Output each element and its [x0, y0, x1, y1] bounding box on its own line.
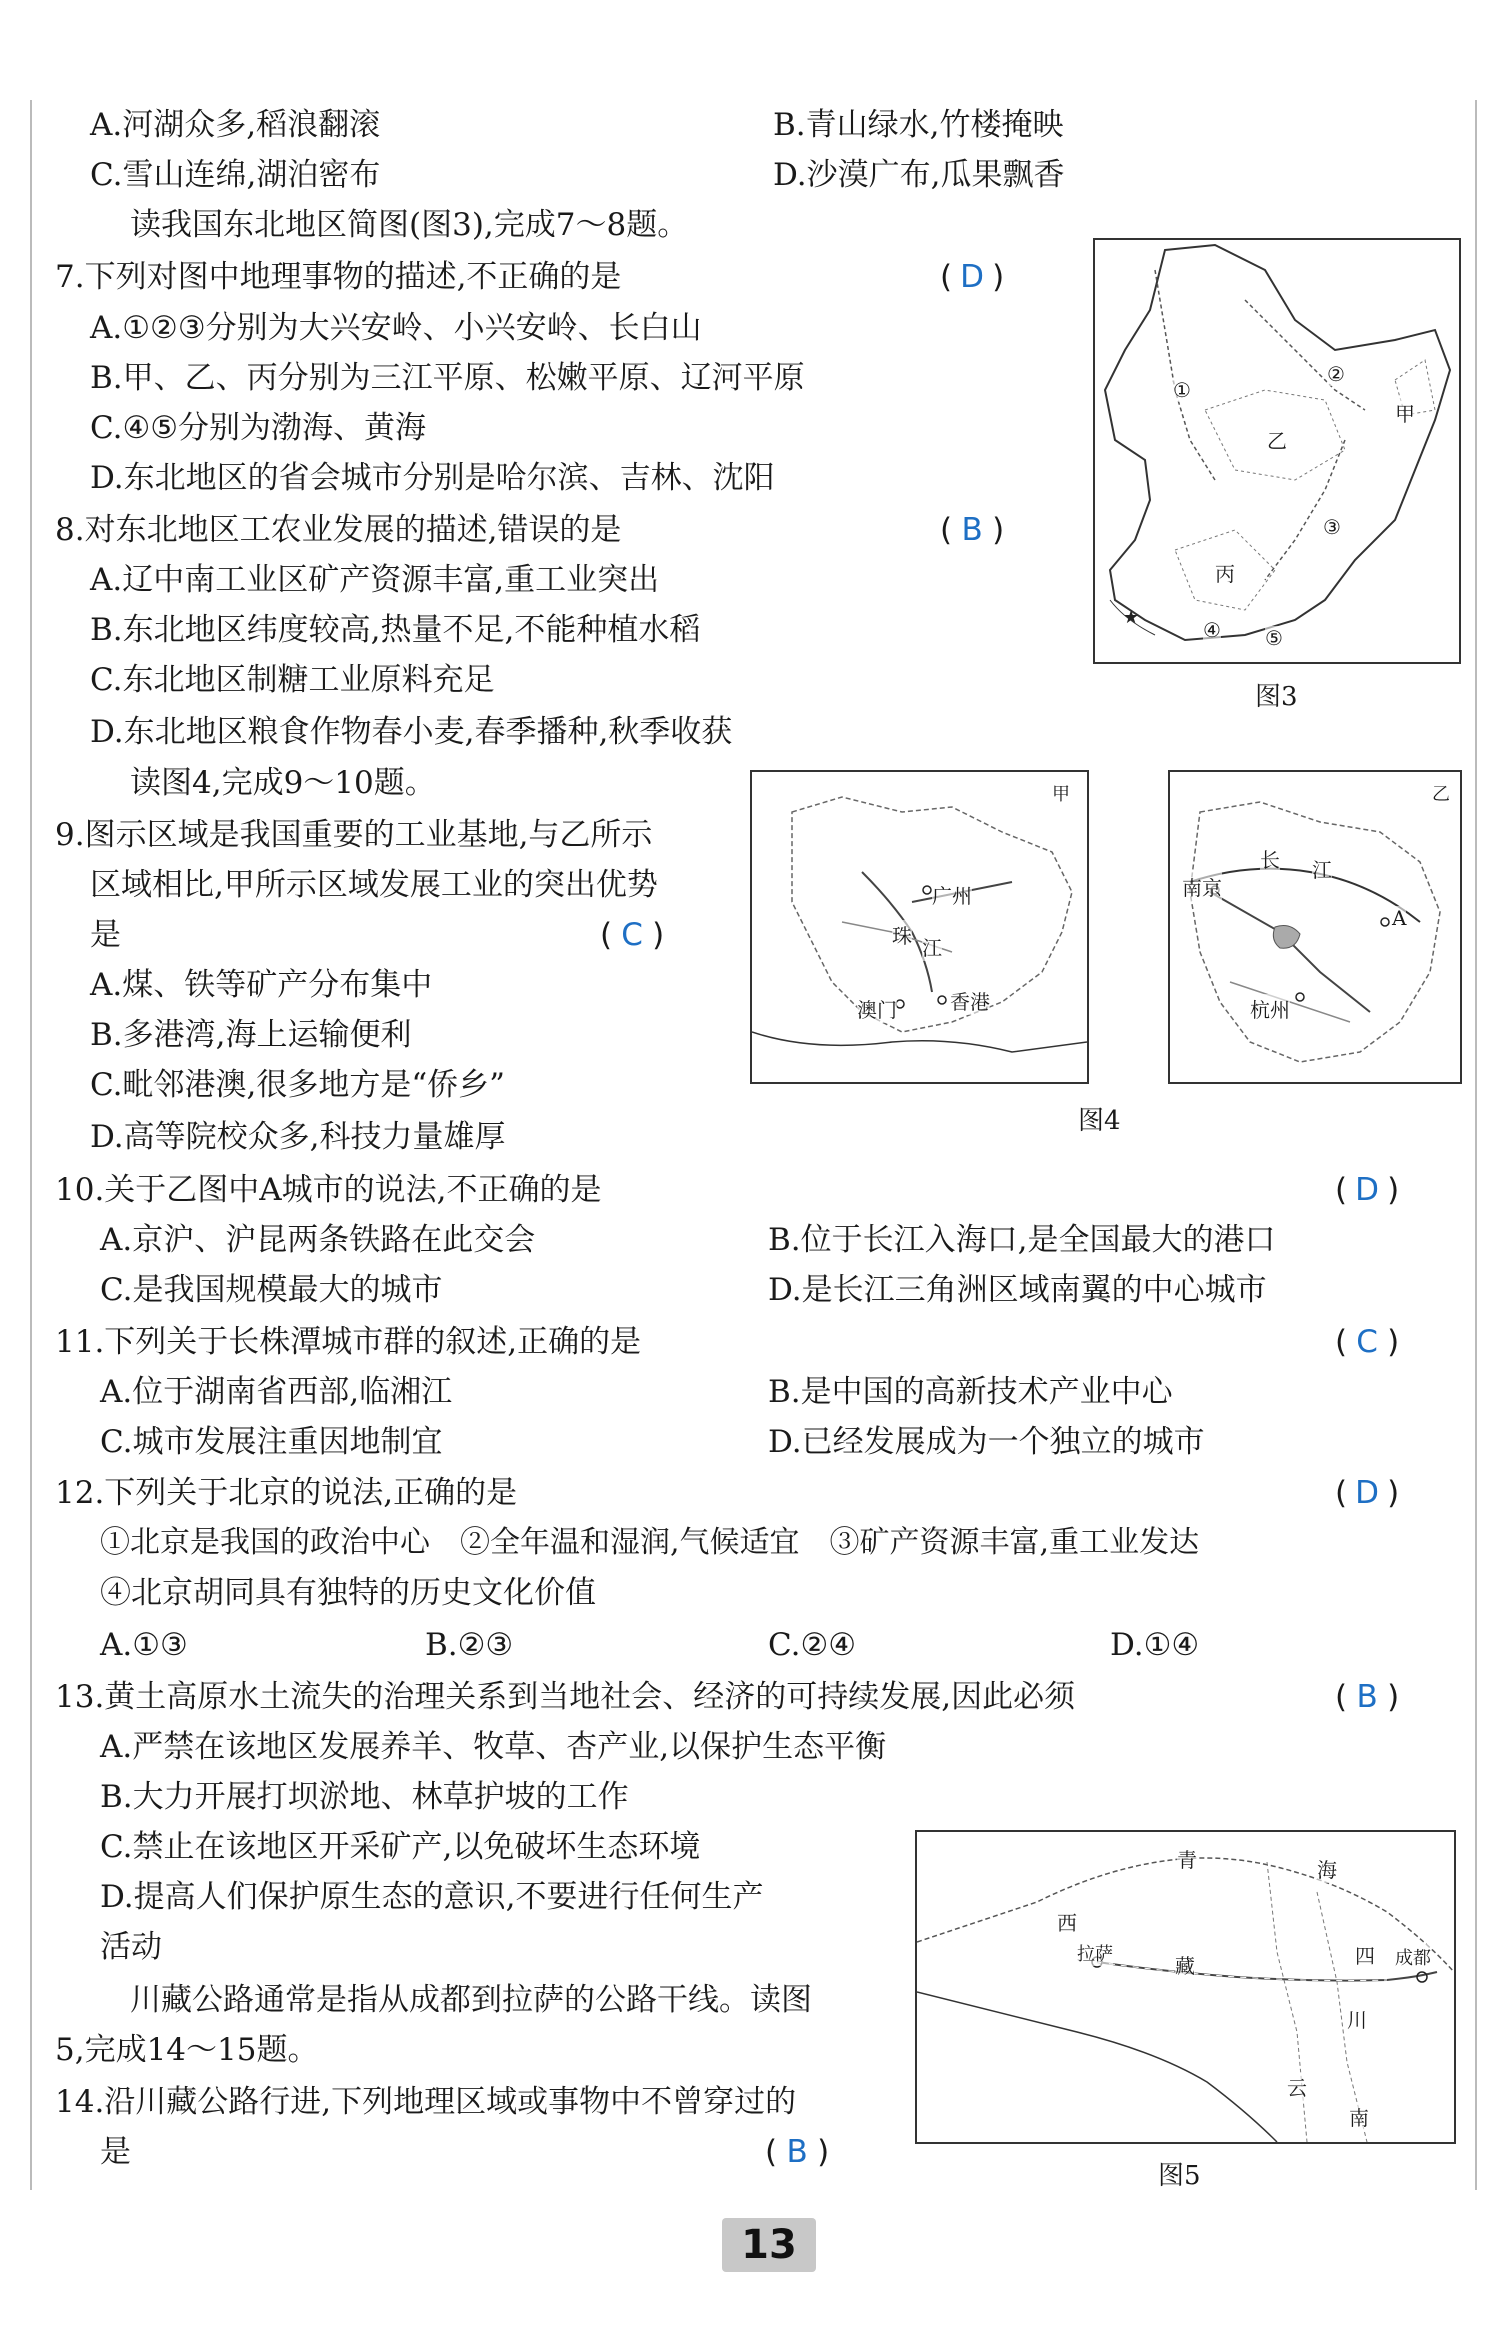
fig3-capital-star: ★	[1123, 607, 1140, 628]
q7-option-b: B.甲、乙、丙分别为三江平原、松嫩平原、辽河平原	[90, 360, 805, 396]
q12-option-c: C.②④	[768, 1627, 857, 1663]
q7-option-d: D.东北地区的省会城市分别是哈尔滨、吉林、沈阳	[90, 460, 775, 496]
intro-14-15-line2: 5,完成14～15题。	[55, 2032, 319, 2068]
q11-answer-bracket: ( C )	[1335, 1324, 1400, 1360]
q12-stem: 12.下列关于北京的说法,正确的是	[55, 1475, 518, 1511]
fig5-map-outline	[917, 1832, 1454, 2142]
fig4-yi-label-jiang: 江	[1312, 854, 1332, 883]
fig5-label-si: 四	[1355, 1940, 1375, 1969]
fig3-label-jia: 甲	[1395, 398, 1415, 427]
fig4-yi-label-a: A	[1392, 906, 1407, 930]
fig5-label-xi: 西	[1057, 1907, 1077, 1936]
q9-stem-line1: 9.图示区域是我国重要的工业基地,与乙所示	[55, 817, 653, 853]
fig4-yi-label-nanjing: 南京	[1182, 872, 1222, 901]
q14-answer-bracket: ( B )	[765, 2134, 830, 2170]
fig3-label-1: ①	[1173, 378, 1191, 402]
q12-option-a: A.①③	[100, 1627, 188, 1663]
q8-option-c: C.东北地区制糖工业原料充足	[90, 662, 495, 698]
fig4-jia-label-hongkong: 香港	[950, 986, 990, 1015]
q13-answer-bracket: ( B )	[1335, 1679, 1400, 1715]
q11-option-d: D.已经发展成为一个独立的城市	[768, 1424, 1205, 1460]
fig4-jia-outline	[752, 772, 1087, 1082]
fig4-yi-label-chang: 长	[1260, 844, 1280, 873]
fig4-jia-corner: 甲	[1052, 780, 1070, 806]
fig5-label-zang: 藏	[1175, 1950, 1195, 1979]
fig5-label-chuan: 川	[1347, 2004, 1367, 2033]
q6-option-c: C.雪山连绵,湖泊密布	[90, 157, 381, 193]
q11-option-b: B.是中国的高新技术产业中心	[768, 1374, 1173, 1410]
q10-option-a: A.京沪、沪昆两条铁路在此交会	[100, 1222, 536, 1258]
q7-option-a: A.①②③分别为大兴安岭、小兴安岭、长白山	[90, 310, 702, 346]
q7-answer-bracket: ( D )	[940, 259, 1005, 295]
q9-answer-bracket: ( C )	[600, 917, 665, 953]
q13-stem: 13.黄土高原水土流失的治理关系到当地社会、经济的可持续发展,因此必须	[55, 1679, 1076, 1715]
q13-option-d-line1: D.提高人们保护原生态的意识,不要进行任何生产	[100, 1879, 764, 1915]
q11-option-c: C.城市发展注重因地制宜	[100, 1424, 443, 1460]
q8-option-b: B.东北地区纬度较高,热量不足,不能种植水稻	[90, 612, 701, 648]
q8-stem: 8.对东北地区工农业发展的描述,错误的是	[55, 512, 622, 548]
q9-stem-line3: 是	[90, 917, 121, 953]
fig3-label-4: ④	[1203, 618, 1221, 642]
fig4-jia-label-jiang: 江	[922, 932, 942, 961]
q10-answer: D	[1355, 1172, 1380, 1208]
q7-option-c: C.④⑤分别为渤海、黄海	[90, 410, 427, 446]
fig5-label-hai: 海	[1317, 1854, 1337, 1883]
fig4-yi-map	[1168, 770, 1462, 1084]
left-margin-rule	[30, 100, 32, 2190]
q13-option-b: B.大力开展打坝淤地、林草护坡的工作	[100, 1779, 629, 1815]
q8-answer-bracket: ( B )	[940, 512, 1005, 548]
q13-option-a: A.严禁在该地区发展养羊、牧草、杏产业,以保护生态平衡	[100, 1729, 887, 1765]
intro-7-8: 读我国东北地区简图(图3),完成7～8题。	[130, 207, 689, 243]
q6-option-a: A.河湖众多,稻浪翻滚	[90, 107, 381, 143]
q12-answer-bracket: ( D )	[1335, 1475, 1400, 1511]
fig4-jia-label-macau: 澳门	[857, 994, 897, 1023]
q6-option-d: D.沙漠广布,瓜果飘香	[773, 157, 1065, 193]
fig5-label-chengdu: 成都	[1395, 1944, 1431, 1970]
right-margin-rule	[1475, 100, 1477, 2190]
fig4-yi-outline	[1170, 772, 1460, 1082]
fig3-label-bing: 丙	[1215, 558, 1235, 587]
fig3-caption: 图3	[1255, 682, 1298, 712]
intro-9-10: 读图4,完成9～10题。	[130, 765, 436, 801]
q9-option-a: A.煤、铁等矿产分布集中	[90, 967, 433, 1003]
q14-stem-line1: 14.沿川藏公路行进,下列地理区域或事物中不曾穿过的	[55, 2084, 797, 2120]
q12-answer: D	[1355, 1475, 1380, 1511]
intro-14-15-line1: 川藏公路通常是指从成都到拉萨的公路干线。读图	[130, 1982, 812, 2018]
fig3-label-2: ②	[1327, 362, 1345, 386]
fig5-label-nan: 南	[1349, 2102, 1369, 2131]
fig3-label-yi: 乙	[1267, 425, 1287, 454]
fig4-caption: 图4	[1078, 1106, 1121, 1136]
fig3-label-5: ⑤	[1265, 626, 1283, 650]
q9-option-d: D.高等院校众多,科技力量雄厚	[90, 1119, 506, 1155]
q12-option-b: B.②③	[425, 1627, 514, 1663]
fig5-label-lhasa: 拉萨	[1077, 1940, 1113, 1966]
q9-option-c: C.毗邻港澳,很多地方是“侨乡”	[90, 1067, 506, 1103]
q7-stem: 7.下列对图中地理事物的描述,不正确的是	[55, 259, 622, 295]
q9-option-b: B.多港湾,海上运输便利	[90, 1017, 412, 1053]
q10-answer-bracket: ( D )	[1335, 1172, 1400, 1208]
fig4-jia-label-zhu: 珠	[892, 920, 912, 949]
q8-option-d: D.东北地区粮食作物春小麦,春季播种,秋季收获	[90, 714, 733, 750]
q9-stem-line2: 区域相比,甲所示区域发展工业的突出优势	[90, 867, 658, 903]
fig4-jia-map	[750, 770, 1089, 1084]
q10-option-c: C.是我国规模最大的城市	[100, 1272, 443, 1308]
fig3-label-3: ③	[1323, 515, 1341, 539]
q6-option-b: B.青山绿水,竹楼掩映	[773, 107, 1064, 143]
q7-answer: D	[960, 259, 985, 295]
fig5-label-qing: 青	[1177, 1844, 1197, 1873]
page-number: 13	[722, 2218, 816, 2272]
fig4-yi-label-hangzhou: 杭州	[1250, 994, 1290, 1023]
q14-stem-line2: 是	[100, 2134, 131, 2170]
q8-option-a: A.辽中南工业区矿产资源丰富,重工业突出	[90, 562, 660, 598]
q12-statements-line1: ①北京是我国的政治中心 ②全年温和湿润,气候适宜 ③矿产资源丰富,重工业发达	[100, 1525, 1200, 1560]
q11-answer: C	[1356, 1324, 1378, 1360]
q10-stem: 10.关于乙图中A城市的说法,不正确的是	[55, 1172, 602, 1208]
fig4-yi-corner: 乙	[1432, 780, 1450, 806]
q12-option-d: D.①④	[1110, 1627, 1200, 1663]
q13-answer: B	[1356, 1679, 1378, 1715]
fig5-map	[915, 1830, 1456, 2144]
q8-answer: B	[961, 512, 983, 548]
q11-stem: 11.下列关于长株潭城市群的叙述,正确的是	[55, 1324, 642, 1360]
fig3-map	[1093, 238, 1461, 664]
q11-option-a: A.位于湖南省西部,临湘江	[100, 1374, 453, 1410]
q13-option-d-line2: 活动	[100, 1929, 162, 1965]
q10-option-b: B.位于长江入海口,是全国最大的港口	[768, 1222, 1276, 1258]
fig5-label-yun: 云	[1287, 2072, 1307, 2101]
q13-option-c: C.禁止在该地区开采矿产,以免破坏生态环境	[100, 1829, 701, 1865]
q12-statements-line2: ④北京胡同具有独特的历史文化价值	[100, 1575, 596, 1611]
q9-answer: C	[621, 917, 643, 953]
fig4-jia-label-guangzhou: 广州	[932, 880, 972, 909]
fig5-caption: 图5	[1158, 2161, 1201, 2191]
q14-answer: B	[786, 2134, 808, 2170]
q10-option-d: D.是长江三角洲区域南翼的中心城市	[768, 1272, 1267, 1308]
